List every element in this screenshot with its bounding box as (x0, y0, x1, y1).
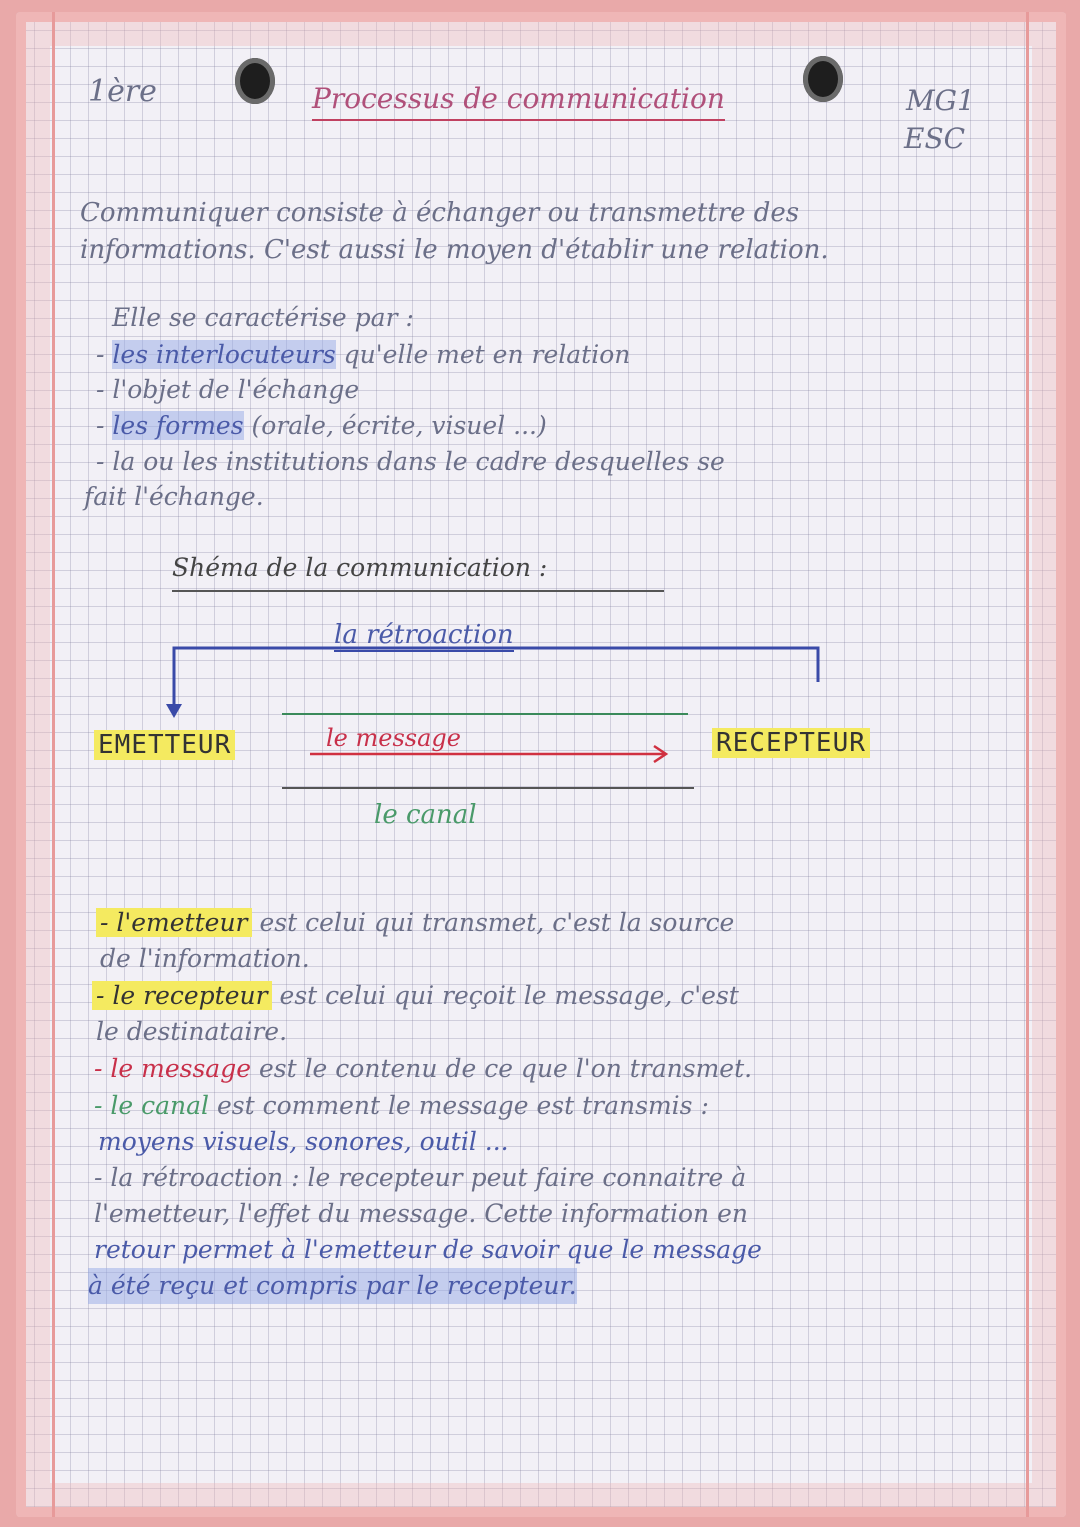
definition-term: - le recepteur (92, 981, 272, 1010)
definition-term: - le canal (94, 1091, 210, 1120)
feedback-definition-line-2: l'emetteur, l'effet du message. Cette information en (94, 1199, 748, 1228)
item-text: qu'elle met en relation (335, 340, 631, 369)
item-prefix: - (96, 447, 113, 476)
feedback-label: la rétroaction (334, 620, 514, 650)
definition-text: est celui qui transmet, c'est la source (251, 908, 735, 937)
definition-emetteur (96, 905, 734, 941)
class-code-2: ESC (904, 122, 966, 155)
item-text: l'objet de l'échange (112, 375, 360, 404)
characteristics-continuation: fait l'échange. (84, 482, 264, 511)
item-prefix: - (96, 375, 113, 404)
intro-line-1: Communiquer consiste à échanger ou transmettre des (80, 198, 800, 228)
feedback-arrowhead (166, 704, 182, 718)
message-label: le message (326, 724, 461, 752)
feedback-definition-line-3: retour permet à l'emetteur de savoir que le message (94, 1235, 762, 1264)
definition-term: - l'emetteur (96, 908, 252, 937)
definition-recepteur (92, 978, 739, 1014)
item-highlight: les formes (112, 411, 244, 440)
feedback-definition-line-1: - la rétroaction : le recepteur peut faire connaitre à (94, 1163, 747, 1192)
item-prefix: - (96, 340, 113, 369)
definition-term: - le message (94, 1054, 251, 1083)
item-prefix: - (96, 411, 113, 440)
level-label: 1ère (88, 74, 157, 109)
definition-message (94, 1051, 752, 1087)
definition-continuation: le destinataire. (96, 1017, 288, 1046)
page-title: Processus de communication (312, 82, 725, 121)
definition-continuation: de l'information. (100, 944, 310, 973)
item-text: la ou les institutions dans le cadre desquelles se (112, 447, 725, 476)
class-code-1: MG1 (906, 84, 975, 117)
item-text: (orale, écrite, visuel ...) (243, 411, 547, 440)
receiver-box: RECEPTEUR (712, 728, 870, 758)
channel-label: le canal (374, 800, 477, 830)
sender-box: EMETTEUR (94, 730, 235, 760)
characteristics-heading: Elle se caractérise par : (112, 303, 414, 332)
definition-continuation: moyens visuels, sonores, outil ... (98, 1127, 509, 1156)
item-highlight: les interlocuteurs (112, 340, 336, 369)
feedback-definition-line-4: à été reçu et compris par le recepteur. (88, 1268, 577, 1304)
feedback-loop-line (174, 648, 818, 712)
definition-text: est le contenu de ce que l'on transmet. (251, 1054, 753, 1083)
definition-canal (94, 1088, 709, 1124)
intro-line-2: informations. C'est aussi le moyen d'établir une relation. (80, 235, 829, 265)
diagram-heading: Shéma de la communication : (172, 550, 664, 592)
definition-text: est celui qui reçoit le message, c'est (271, 981, 739, 1010)
definition-text: est comment le message est transmis : (209, 1091, 709, 1120)
